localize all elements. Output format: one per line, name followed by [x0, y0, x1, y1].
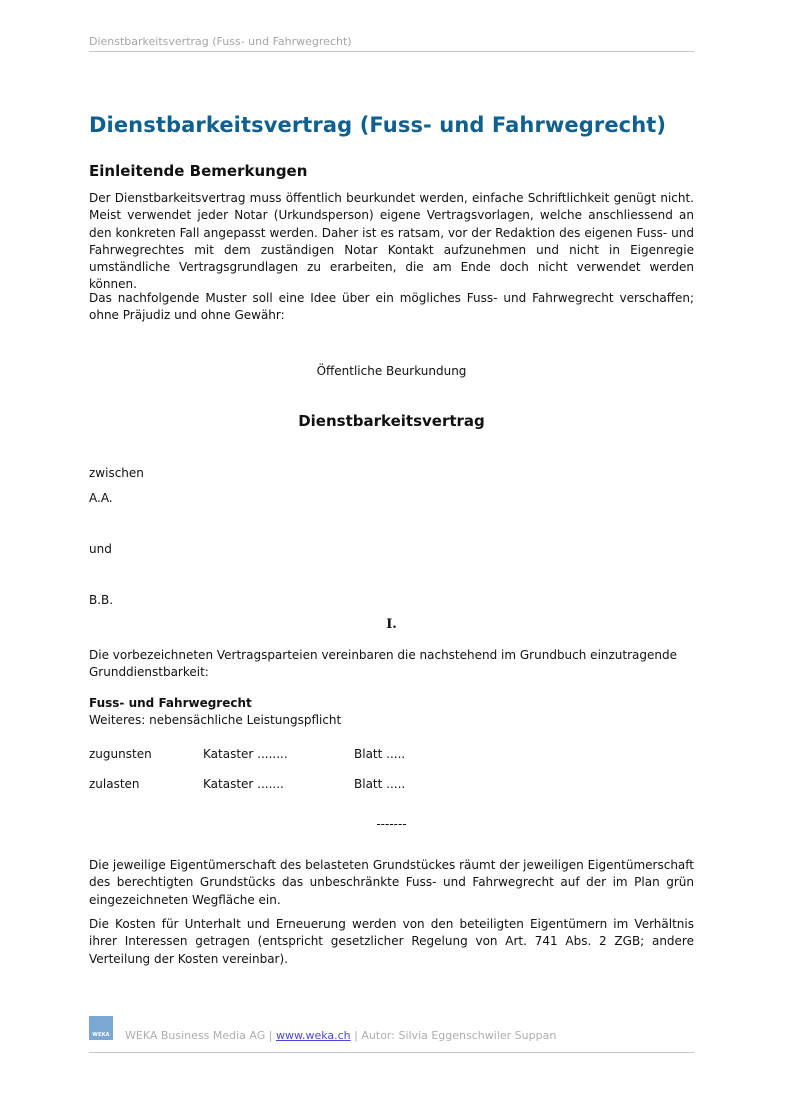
- footer-divider: |: [354, 1029, 358, 1042]
- register-blatt: Blatt .....: [354, 777, 406, 791]
- contract-subtitle: Öffentliche Beurkundung: [316, 364, 467, 378]
- contract-paragraph-1: Die jeweilige Eigentümerschaft des belasteten Grundstückes räumt der jeweiligen Eigentümerschaft des berechtigten Grundstücks das unbeschränkte Fuss- und Fahrwegrecht auf der im Plan grün eingezeichneten Wegfläche ein.: [89, 858, 694, 907]
- servitude-extra: Weiteres: nebensächliche Leistungspflicht: [89, 713, 342, 727]
- intro-paragraph-1: Der Dienstbarkeitsvertrag muss öffentlich beurkundet werden, einfache Schriftlichkeit genügt nicht. Meist verwendet jeder Notar (Urkundsperson) eigene Vertragsvorlagen, welche anschliessend an den konkreten Fall angepasst werden. Daher ist es ratsam, vor der Redaktion des eigenen Fuss- und Fahrwegrechtes mit dem zuständigen Notar Kontakt aufzunehmen und nicht in Eigenregie umständliche Vertragsgrundlagen zu erarbeiten, die am Ende doch nicht verwendet werden können.: [89, 191, 694, 292]
- separator: -------: [376, 817, 407, 831]
- contract-title: Dienstbarkeitsvertrag: [298, 412, 485, 430]
- document-title: Dienstbarkeitsvertrag (Fuss- und Fahrwegrecht): [89, 113, 667, 137]
- footer-link[interactable]: www.weka.ch: [275, 1029, 351, 1042]
- page-footer: [89, 1016, 694, 1053]
- weka-logo-icon: WEKA: [89, 1016, 113, 1040]
- footer-publisher: WEKA Business Media AG: [125, 1029, 266, 1042]
- running-header: Dienstbarkeitsvertrag (Fuss- und Fahrwegrecht): [89, 35, 694, 52]
- register-kataster: Kataster ........: [203, 747, 288, 761]
- register-kataster: Kataster .......: [203, 777, 284, 791]
- footer-text: [125, 1029, 556, 1042]
- register-blatt: Blatt .....: [354, 747, 406, 761]
- between-label: zwischen: [89, 466, 144, 480]
- and-label: und: [89, 542, 112, 556]
- footer-divider: |: [268, 1029, 273, 1042]
- section-intro: Die vorbezeichneten Vertragsparteien vereinbaren die nachstehend im Grundbuch einzutragende Grunddienstbarkeit:: [89, 648, 678, 680]
- party-a: A.A.: [89, 491, 113, 505]
- footer-author: Autor: Silvia Eggenschwiler Suppan: [361, 1029, 557, 1042]
- contract-paragraph-2: Die Kosten für Unterhalt und Erneuerung werden von den beteiligten Eigentümern im Verhältnis ihrer Interessen getragen (entspricht gesetzlicher Regelung von Art. 741 Abs. 2 ZGB; andere Verteilung der Kosten vereinbar).: [89, 917, 694, 966]
- servitude-name: Fuss- und Fahrwegrecht: [89, 696, 252, 710]
- section-number: I.: [386, 617, 397, 632]
- register-label: zugunsten: [89, 747, 152, 761]
- intro-paragraph-2: Das nachfolgende Muster soll eine Idee über ein mögliches Fuss- und Fahrwegrecht verschaffen; ohne Präjudiz und ohne Gewähr:: [89, 291, 694, 323]
- party-b: B.B.: [89, 593, 114, 607]
- register-label: zulasten: [89, 777, 140, 791]
- intro-heading: Einleitende Bemerkungen: [89, 162, 308, 180]
